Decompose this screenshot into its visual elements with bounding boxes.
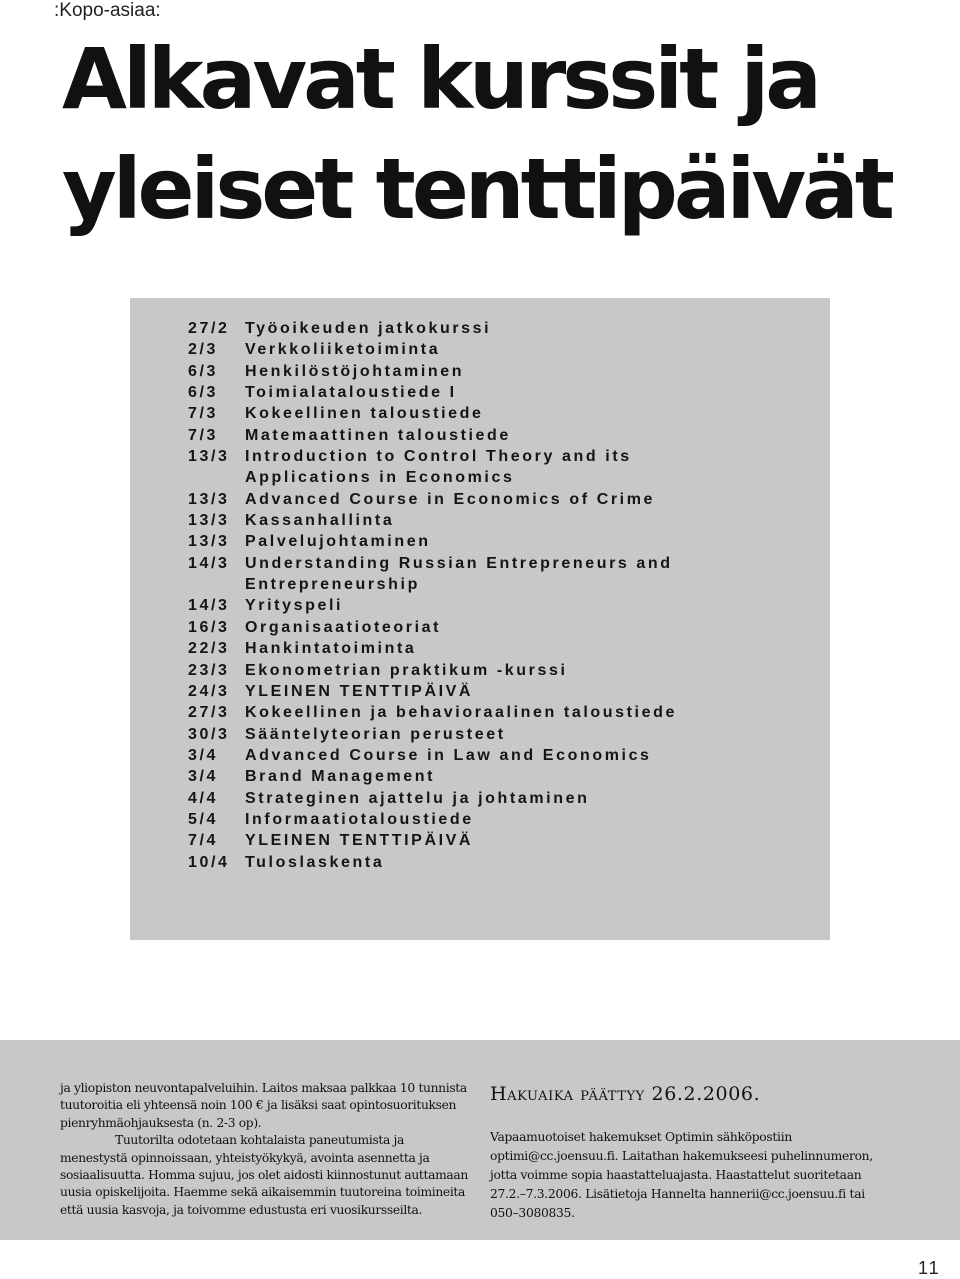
course-date: 13/3 (188, 533, 230, 551)
course-date: 22/3 (188, 640, 230, 658)
course-name: Informaatiotaloustiede (245, 810, 474, 828)
course-name: Matemaattinen taloustiede (245, 426, 511, 444)
course-name: Hankintatoiminta (245, 640, 417, 658)
section-label: :Kopo-asiaa: (54, 0, 161, 21)
article-paragraph-2: Tuutorilta odotetaan kohtalaista paneutumista ja menestystä opinnoissaan, yhteistyökykyä, avointa asennetta ja sosiaalisuutta. Homma sujuu, jos olet aidosti kiinnostunut auttamaan uusia opiskelijoita. Haemme sekä aikaisemmin tuutoreina toimineita että uusia kasvoja, ja toivomme edustusta eri vuosikursseilta. (60, 1133, 468, 1217)
course-list (188, 318, 765, 873)
title-line-1: Alkavat kurssit ja (62, 30, 818, 128)
application-instructions: Vapaamuotoiset hakemukset Optimin sähköpostiin optimi@cc.joensuu.fi. Laitathan hakemukseesi puhelinnumeron, jotta voimme sopia haastatteluajasta. Haastattelut suoritetaan 27.2.–7.3.2006. Lisätietoja Hannelta hannerii@cc.joensuu.fi tai 050–3080835. (490, 1130, 873, 1220)
course-date: 7/3 (188, 426, 219, 444)
article-paragraph-1: ja yliopiston neuvontapalveluihin. Laitos maksaa palkkaa 10 tunnista tuutoroitia eli yhteensä noin 100 € ja lisäksi saat opintosuorituksen pienryhmäohjauksesta (n. 2-3 op). (60, 1081, 467, 1130)
course-date: 27/2 (188, 320, 230, 337)
course-name: Brand Management (245, 768, 436, 786)
course-date: 5/4 (188, 810, 219, 828)
course-item (188, 852, 765, 873)
page-title (62, 24, 942, 244)
course-date: 27/3 (188, 704, 230, 722)
course-date: 14/3 (188, 597, 230, 615)
course-date: 10/4 (188, 853, 230, 871)
course-date: 24/3 (188, 682, 230, 700)
course-item (188, 595, 765, 616)
course-item (188, 638, 765, 659)
course-item (188, 745, 765, 766)
course-item (188, 510, 765, 531)
course-name: Kokeellinen taloustiede (245, 405, 484, 423)
course-date: 16/3 (188, 618, 230, 636)
course-date: 7/3 (188, 405, 219, 423)
course-item (188, 318, 765, 339)
course-date: 13/3 (188, 512, 230, 530)
course-name: Advanced Course in Economics of Crime (245, 490, 656, 508)
course-date: 3/4 (188, 768, 219, 786)
course-item (188, 339, 765, 360)
course-name: Organisaatioteoriat (245, 618, 442, 636)
course-date: 13/3 (188, 448, 230, 466)
course-item (188, 724, 765, 745)
course-name: YLEINEN TENTTIPÄIVÄ (245, 682, 474, 700)
course-date: 30/3 (188, 725, 230, 743)
course-item (188, 830, 765, 851)
course-name: Yrityspeli (245, 597, 344, 615)
course-item (188, 446, 765, 489)
course-item (188, 382, 765, 403)
course-name: Toimialataloustiede I (245, 384, 457, 402)
course-name: Strateginen ajattelu ja johtaminen (245, 789, 590, 807)
course-item (188, 425, 765, 446)
course-name: Työoikeuden jatkokurssi (245, 320, 492, 337)
course-item (188, 489, 765, 510)
course-name: Understanding Russian Entrepreneurs and Entrepreneurship (245, 554, 673, 594)
course-item (188, 660, 765, 681)
course-name: Kokeellinen ja behavioraalinen taloustiede (245, 704, 677, 722)
course-date: 3/4 (188, 746, 219, 764)
application-info (490, 1082, 890, 1223)
course-date: 14/3 (188, 554, 230, 572)
course-item (188, 702, 765, 723)
course-name: Verkkoliiketoiminta (245, 341, 441, 359)
course-date: 6/3 (188, 362, 219, 380)
course-item (188, 809, 765, 830)
course-date: 7/4 (188, 832, 219, 850)
course-name: Ekonometrian praktikum -kurssi (245, 661, 568, 679)
course-item (188, 361, 765, 382)
course-name: Sääntelyteorian perusteet (245, 725, 506, 743)
title-line-2: yleiset tenttipäivät (62, 140, 891, 238)
course-item (188, 788, 765, 809)
course-item (188, 617, 765, 638)
course-date: 13/3 (188, 490, 230, 508)
course-name: Tuloslaskenta (245, 853, 385, 871)
course-schedule-box (130, 298, 830, 940)
course-name: Palvelujohtaminen (245, 533, 431, 551)
course-item (188, 531, 765, 552)
course-item (188, 403, 765, 424)
course-name: Introduction to Control Theory and its Applications in Economics (245, 448, 632, 487)
page-number: 11 (918, 1258, 941, 1278)
course-name: Kassanhallinta (245, 512, 395, 530)
course-date: 6/3 (188, 384, 219, 402)
course-name: Advanced Course in Law and Economics (245, 746, 652, 764)
course-date: 2/3 (188, 341, 219, 359)
course-date: 23/3 (188, 661, 230, 679)
article-body (60, 1080, 470, 1219)
course-name: Henkilöstöjohtaminen (245, 362, 465, 380)
course-item (188, 766, 765, 787)
course-item (188, 681, 765, 702)
course-date: 4/4 (188, 789, 219, 807)
application-deadline-heading: Hakuaika päättyy 26.2.2006. (490, 1083, 761, 1105)
course-item (188, 553, 765, 596)
course-name: YLEINEN TENTTIPÄIVÄ (245, 832, 474, 850)
